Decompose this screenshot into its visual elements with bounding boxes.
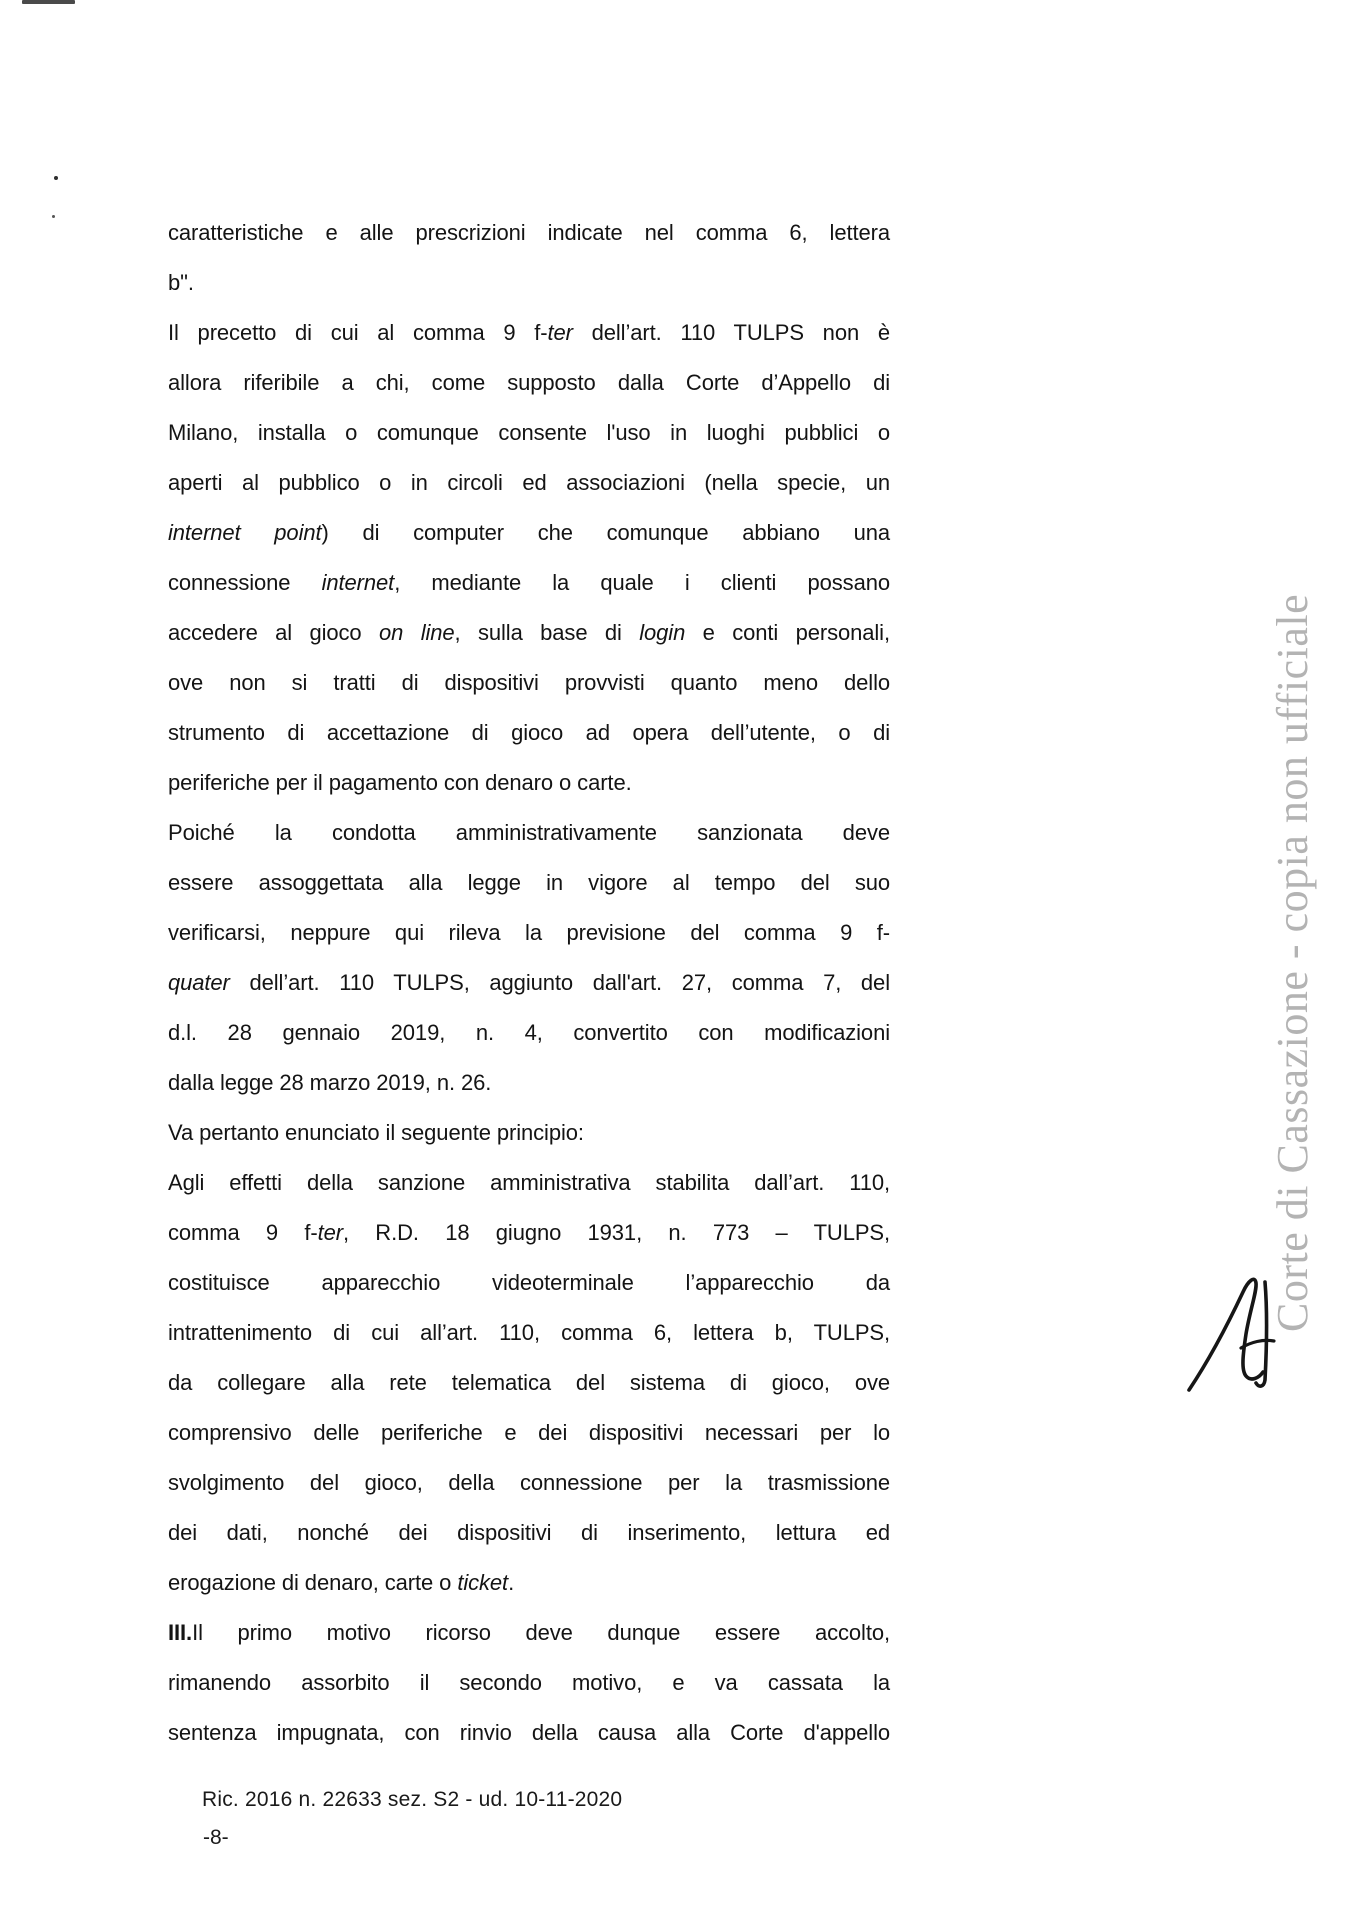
- text-segment: ) di computer che comunque abbiano una: [321, 520, 890, 545]
- text-line: [168, 1008, 890, 1058]
- text-segment: essere assoggettata alla legge in vigore al tempo del suo: [168, 870, 890, 895]
- text-segment: aperti al pubblico o in circoli ed associazioni (nella specie, un: [168, 470, 890, 495]
- text-segment: intrattenimento di cui all’art. 110, comma 6, lettera b, TULPS,: [168, 1320, 890, 1345]
- text-segment: periferiche per il pagamento con denaro o carte.: [168, 770, 632, 795]
- text-segment: accedere al gioco: [168, 620, 379, 645]
- text-segment: ove non si tratti di dispositivi provvisti quanto meno dello: [168, 670, 890, 695]
- scan-artifact-dot: [52, 215, 55, 218]
- text-line: [168, 1208, 890, 1258]
- footer-reference: Ric. 2016 n. 22633 sez. S2 - ud. 10-11-2020: [202, 1788, 623, 1811]
- text-segment: b".: [168, 270, 194, 295]
- text-segment: Milano, installa o comunque consente l'uso in luoghi pubblici o: [168, 420, 890, 445]
- text-segment: dell’art. 110 TULPS non è: [572, 320, 890, 345]
- text-line: [168, 408, 890, 458]
- text-segment: dei dati, nonché dei dispositivi di inserimento, lettura ed: [168, 1520, 890, 1545]
- text-segment: svolgimento del gioco, della connessione per la trasmissione: [168, 1470, 890, 1495]
- text-segment: allora riferibile a chi, come supposto dalla Corte d’Appello di: [168, 370, 890, 395]
- text-line: [168, 1258, 890, 1308]
- text-segment: , sulla base di: [454, 620, 640, 645]
- text-segment: on line: [379, 620, 455, 645]
- text-segment: e conti personali,: [685, 620, 890, 645]
- text-line: [168, 308, 890, 358]
- text-segment: dell’art. 110 TULPS, aggiunto dall'art. 27, comma 7, del: [229, 970, 890, 995]
- text-segment: d.l. 28 gennaio 2019, n. 4, convertito con modificazioni: [168, 1020, 890, 1045]
- text-segment: connessione: [168, 570, 322, 595]
- text-line: [168, 1608, 890, 1658]
- text-line: [168, 608, 890, 658]
- text-segment: da collegare alla rete telematica del sistema di gioco, ove: [168, 1370, 890, 1395]
- text-line: [168, 1108, 890, 1158]
- text-line: [168, 1708, 890, 1758]
- text-segment: Poiché la condotta amministrativamente sanzionata deve: [168, 820, 890, 845]
- body-text: [168, 208, 890, 1758]
- text-segment: , mediante la quale i clienti possano: [394, 570, 890, 595]
- text-line: [168, 1458, 890, 1508]
- text-line: [168, 808, 890, 858]
- scan-artifact-dot: [54, 176, 58, 180]
- text-segment: III.: [168, 1620, 193, 1645]
- text-segment: , R.D. 18 giugno 1931, n. 773 – TULPS,: [342, 1220, 890, 1245]
- text-line: [168, 508, 890, 558]
- text-line: [168, 258, 890, 308]
- text-segment: ter: [317, 1220, 343, 1245]
- text-line: [168, 1058, 890, 1108]
- scan-artifact-bar: [22, 0, 75, 4]
- text-segment: rimanendo assorbito il secondo motivo, e va cassata la: [168, 1670, 890, 1695]
- text-segment: comma 9 f-: [168, 1220, 318, 1245]
- text-line: [168, 958, 890, 1008]
- text-segment: quater: [168, 970, 230, 995]
- text-line: [168, 1408, 890, 1458]
- text-line: [168, 1308, 890, 1358]
- text-segment: internet: [321, 570, 395, 595]
- text-line: [168, 758, 890, 808]
- page-number: -8-: [203, 1826, 229, 1849]
- text-line: [168, 1558, 890, 1608]
- text-line: [168, 708, 890, 758]
- text-segment: login: [639, 620, 686, 645]
- text-segment: ticket: [457, 1570, 509, 1595]
- text-line: [168, 558, 890, 608]
- text-segment: .: [508, 1570, 515, 1595]
- text-line: [168, 1158, 890, 1208]
- text-segment: erogazione di denaro, carte o: [168, 1570, 458, 1595]
- text-line: [168, 908, 890, 958]
- text-segment: verificarsi, neppure qui rileva la previsione del comma 9 f-: [168, 920, 890, 945]
- text-segment: ter: [547, 320, 573, 345]
- signature-mark: [1185, 1268, 1280, 1396]
- text-segment: strumento di accettazione di gioco ad opera dell’utente, o di: [168, 720, 890, 745]
- text-line: [168, 208, 890, 258]
- text-segment: dalla legge 28 marzo 2019, n. 26.: [168, 1070, 492, 1095]
- text-segment: comprensivo delle periferiche e dei dispositivi necessari per lo: [168, 1420, 890, 1445]
- text-segment: Il precetto di cui al comma 9 f-: [168, 320, 548, 345]
- text-line: [168, 858, 890, 908]
- text-line: [168, 1358, 890, 1408]
- text-line: [168, 1658, 890, 1708]
- text-segment: Agli effetti della sanzione amministrativa stabilita dall’art. 110,: [168, 1170, 890, 1195]
- text-line: [168, 658, 890, 708]
- text-line: [168, 1508, 890, 1558]
- text-segment: caratteristiche e alle prescrizioni indicate nel comma 6, lettera: [168, 220, 890, 245]
- watermark-text: Corte di Cassazione - copia non ufficiale: [1268, 593, 1317, 1332]
- text-line: [168, 458, 890, 508]
- text-segment: costituisce apparecchio videoterminale l’apparecchio da: [168, 1270, 890, 1295]
- text-segment: Il primo motivo ricorso deve dunque essere accolto,: [192, 1620, 890, 1645]
- text-segment: internet point: [168, 520, 322, 545]
- text-segment: sentenza impugnata, con rinvio della causa alla Corte d'appello: [168, 1720, 890, 1745]
- text-segment: Va pertanto enunciato il seguente principio:: [168, 1120, 584, 1145]
- text-line: [168, 358, 890, 408]
